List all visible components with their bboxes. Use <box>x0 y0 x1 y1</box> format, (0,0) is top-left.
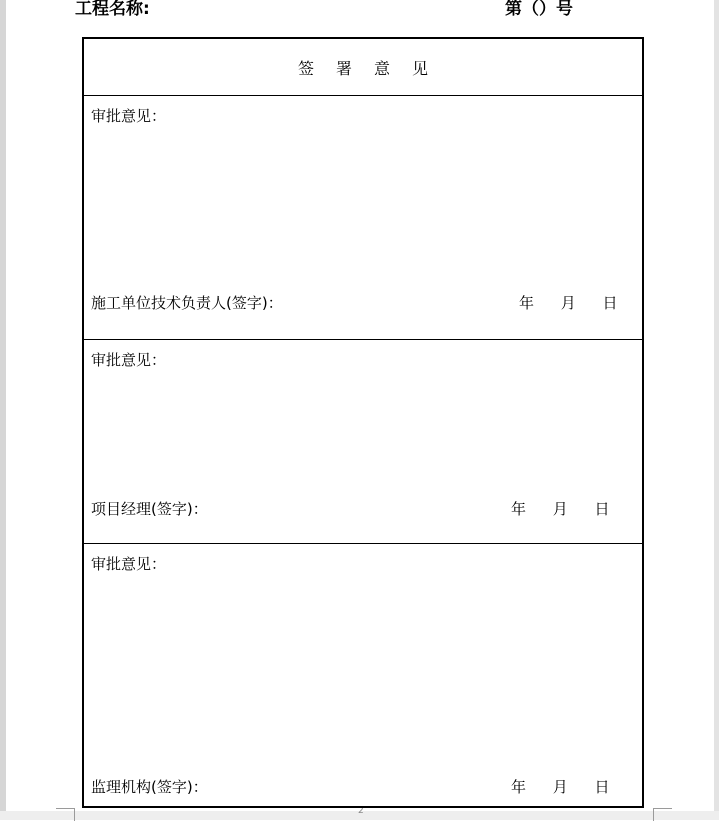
date-label: 年 月 日 <box>519 294 618 312</box>
page-left-margin <box>0 0 6 820</box>
page-corner-mark-right <box>653 808 672 821</box>
page-right-margin <box>714 0 719 820</box>
project-name-label: 工程名称: <box>75 0 150 19</box>
approval-opinion-label: 审批意见： <box>91 351 167 369</box>
document-number-label: 第（）号 <box>505 0 573 19</box>
contractor-approval-section <box>84 95 642 340</box>
supervisor-approval-section <box>84 543 642 807</box>
supervisor-signature-label: 监理机构(签字)： <box>91 778 208 796</box>
signature-opinion-table <box>82 37 644 808</box>
table-title: 签署意见 <box>297 59 450 78</box>
project-manager-approval-section <box>84 339 642 544</box>
date-label: 年 月 日 <box>511 500 610 518</box>
approval-opinion-label: 审批意见： <box>91 555 167 573</box>
page-corner-mark-left <box>56 808 75 821</box>
contractor-tech-lead-signature-label: 施工单位技术负责人(签字)： <box>91 294 283 312</box>
table-title-row <box>84 39 642 95</box>
date-label: 年 月 日 <box>511 778 610 796</box>
project-manager-signature-label: 项目经理(签字)： <box>91 500 208 518</box>
approval-opinion-label: 审批意见： <box>91 107 167 125</box>
page-number: 2 <box>358 806 364 816</box>
